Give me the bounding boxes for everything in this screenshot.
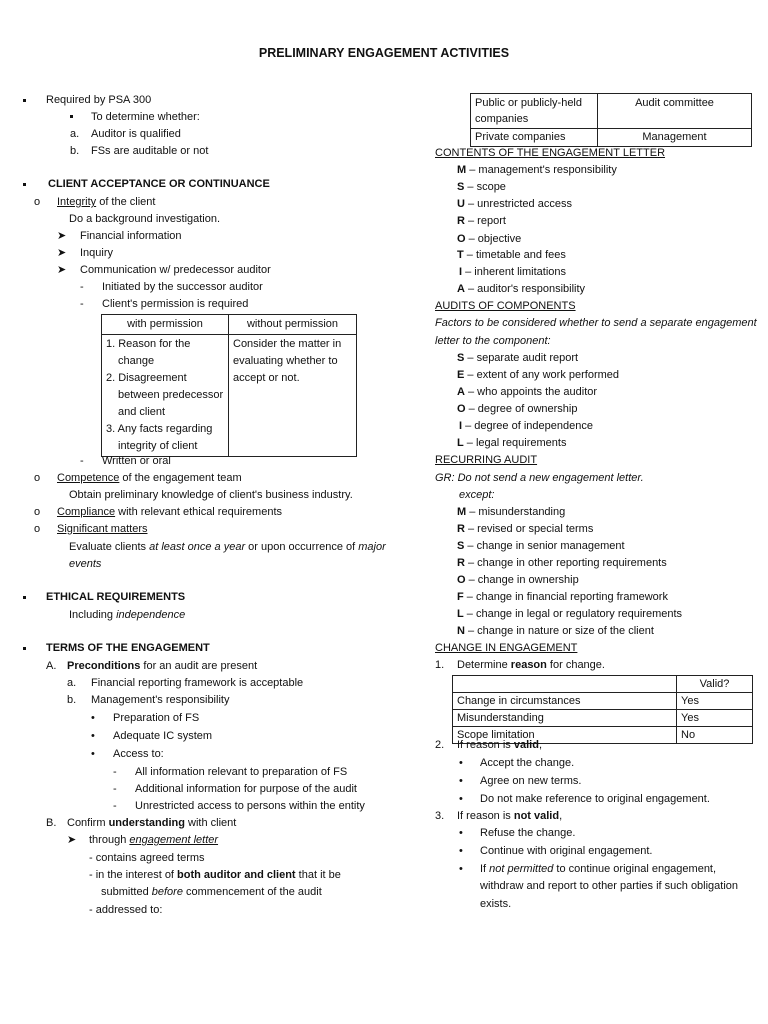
mnemonic-line: O – objective xyxy=(457,233,522,245)
cell-line: 3. Any facts regarding xyxy=(106,423,213,435)
dash-icon: - xyxy=(80,298,84,310)
cell-line: Consider the matter in xyxy=(233,338,342,350)
not-valid-reason-line: If reason is not valid, xyxy=(457,810,563,822)
significant-matters-line: Significant matters xyxy=(57,523,148,535)
access-line: Access to: xyxy=(113,748,164,760)
all-info-line: All information relevant to preparation of FS xyxy=(135,766,348,778)
initiated-line: Initiated by the successor auditor xyxy=(102,281,263,293)
valid-item: Do not make reference to original engagement. xyxy=(480,793,710,805)
table-cell: Misunderstanding xyxy=(453,710,677,727)
preconditions-line: Preconditions for an audit are present xyxy=(67,660,258,672)
dash-icon: - xyxy=(113,800,117,812)
not-valid-item: Continue with original engagement. xyxy=(480,845,653,857)
dash-icon: - xyxy=(113,783,117,795)
mnemonic-line: U – unrestricted access xyxy=(457,198,572,210)
prep-fs-line: Preparation of FS xyxy=(113,712,200,724)
cell-line: change xyxy=(118,355,155,367)
ethical-heading: ETHICAL REQUIREMENTS xyxy=(46,591,186,603)
mnemonic-line: O – degree of ownership xyxy=(457,403,578,415)
cell-line: between predecessor xyxy=(118,389,224,401)
competence-line: Competence of the engagement team xyxy=(57,472,242,484)
bullet-icon: • xyxy=(91,712,95,724)
determine-reason-line: Determine reason for change. xyxy=(457,659,605,671)
events-line: events xyxy=(69,558,102,570)
mnemonic-line: F – change in financial reporting framework xyxy=(457,591,668,603)
interest-line: - in the interest of both auditor and client that it be xyxy=(89,869,341,881)
bullet-icon: • xyxy=(91,748,95,760)
mnemonic-line: R – change in other reporting requirements xyxy=(457,557,667,569)
mnemonic-line: S – scope xyxy=(457,181,506,193)
mnemonic-line: S – separate audit report xyxy=(457,352,579,364)
qualified-line: Auditor is qualified xyxy=(91,128,181,140)
recurring-heading: RECURRING AUDIT xyxy=(435,454,538,466)
bullet-icon: • xyxy=(459,863,463,875)
financial-info-line: Financial information xyxy=(80,230,182,242)
mnemonic-line: I – degree of independence xyxy=(459,420,593,432)
table-header-cell: without permission xyxy=(229,315,357,335)
contents-heading: CONTENTS OF THE ENGAGEMENT LETTER xyxy=(435,147,666,159)
mnemonic-line: R – revised or special terms xyxy=(457,523,594,535)
table-cell: Private companies xyxy=(471,129,598,147)
valid-table xyxy=(452,675,753,744)
dash-icon: - xyxy=(80,281,84,293)
dash-icon: - xyxy=(80,455,84,467)
change-heading: CHANGE IN ENGAGEMENT xyxy=(435,642,578,654)
confirm-line: Confirm understanding with client xyxy=(67,817,237,829)
dash-icon: - xyxy=(113,766,117,778)
communication-line: Communication w/ predecessor auditor xyxy=(80,264,271,276)
circle-bullet-icon: o xyxy=(34,472,41,484)
cell-line: 1. Reason for the xyxy=(106,338,191,350)
valid-reason-line: If reason is valid, xyxy=(457,739,542,751)
adequate-ic-line: Adequate IC system xyxy=(113,730,213,742)
list-label: a. xyxy=(67,677,77,689)
terms-heading: TERMS OF THE ENGAGEMENT xyxy=(46,642,210,654)
square-bullet-icon xyxy=(70,115,73,118)
not-valid-item: withdraw and report to other parties if such obligation xyxy=(480,880,739,892)
determine-line: To determine whether: xyxy=(91,111,200,123)
table-cell: Change in circumstances xyxy=(453,693,677,710)
bullet-icon: • xyxy=(459,845,463,857)
bullet-icon: • xyxy=(459,757,463,769)
with-permission-cell xyxy=(102,335,229,457)
bullet-icon: • xyxy=(459,775,463,787)
table-cell: Yes xyxy=(677,710,753,727)
except-line: except: xyxy=(459,489,495,501)
arrow-icon: ➤ xyxy=(57,264,67,276)
unrestricted-line: Unrestricted access to persons within the entity xyxy=(135,800,365,812)
background-line: Do a background investigation. xyxy=(69,213,221,225)
not-valid-item: Refuse the change. xyxy=(480,827,576,839)
mnemonic-line: T – timetable and fees xyxy=(457,249,566,261)
without-permission-cell xyxy=(229,335,357,457)
cell-line: accept or not. xyxy=(233,372,300,384)
mnemonic-line: I – inherent limitations xyxy=(459,266,567,278)
list-label: 1. xyxy=(435,659,445,671)
permission-line: Client's permission is required xyxy=(102,298,249,310)
list-label: b. xyxy=(70,145,80,157)
cell-line: 2. Disagreement xyxy=(106,372,187,384)
table-cell: Scope limitation xyxy=(453,727,677,744)
through-line: through engagement letter xyxy=(89,834,219,846)
evaluate-line: Evaluate clients at least once a year or upon occurrence of major xyxy=(69,541,386,553)
client-acceptance-heading: CLIENT ACCEPTANCE OR CONTINUANCE xyxy=(48,178,270,190)
mnemonic-line: R – report xyxy=(457,215,506,227)
permission-table xyxy=(101,314,357,457)
submitted-line: submitted before commencement of the audit xyxy=(101,886,322,898)
square-bullet-icon xyxy=(23,647,26,650)
additional-info-line: Additional information for purpose of the audit xyxy=(135,783,357,795)
bullet-icon: • xyxy=(91,730,95,742)
not-valid-item: exists. xyxy=(480,898,512,910)
square-bullet-icon xyxy=(23,183,26,186)
gr-line: GR: Do not send a new engagement letter. xyxy=(435,472,644,484)
table-cell: Management xyxy=(598,129,752,147)
integrity-line: Integrity of the client xyxy=(57,196,156,208)
mnemonic-line: M – misunderstanding xyxy=(457,506,566,518)
table-cell xyxy=(453,676,677,693)
cell-line: and client xyxy=(118,406,166,418)
circle-bullet-icon: o xyxy=(34,506,41,518)
list-label: a. xyxy=(70,128,80,140)
psa-line: Required by PSA 300 xyxy=(46,94,152,106)
framework-line: Financial reporting framework is acceptable xyxy=(91,677,304,689)
compliance-line: Compliance with relevant ethical requirements xyxy=(57,506,283,518)
mnemonic-line: O – change in ownership xyxy=(457,574,579,586)
addressee-table xyxy=(470,93,752,147)
mnemonic-line: S – change in senior management xyxy=(457,540,625,552)
valid-item: Accept the change. xyxy=(480,757,575,769)
written-line: Written or oral xyxy=(102,455,171,467)
page-title: PRELIMINARY ENGAGEMENT ACTIVITIES xyxy=(258,46,510,60)
mnemonic-line: A – who appoints the auditor xyxy=(457,386,598,398)
components-heading: AUDITS OF COMPONENTS xyxy=(435,300,576,312)
list-label: A. xyxy=(46,660,57,672)
bullet-icon: • xyxy=(459,793,463,805)
arrow-icon: ➤ xyxy=(57,230,67,242)
mnemonic-line: N – change in nature or size of the client xyxy=(457,625,654,637)
table-cell: Yes xyxy=(677,693,753,710)
inquiry-line: Inquiry xyxy=(80,247,114,259)
cell-line: evaluating whether to xyxy=(233,355,338,367)
not-valid-item: If not permitted to continue original engagement, xyxy=(480,863,717,875)
factors-line: letter to the component: xyxy=(435,335,551,347)
table-header-cell: with permission xyxy=(102,315,229,335)
square-bullet-icon xyxy=(23,99,26,102)
circle-bullet-icon: o xyxy=(34,523,41,535)
list-label: 2. xyxy=(435,739,445,751)
mnemonic-line: L – legal requirements xyxy=(457,437,567,449)
list-label: B. xyxy=(46,817,57,829)
table-header-cell: Valid? xyxy=(677,676,753,693)
arrow-icon: ➤ xyxy=(67,834,77,846)
factors-line: Factors to be considered whether to send a separate engagement xyxy=(435,317,757,329)
cell-line: integrity of client xyxy=(118,440,198,452)
list-label: 3. xyxy=(435,810,445,822)
addressed-line: - addressed to: xyxy=(89,904,163,916)
mnemonic-line: L – change in legal or regulatory requirements xyxy=(457,608,683,620)
obtain-line: Obtain preliminary knowledge of client's business industry. xyxy=(69,489,353,501)
table-cell: No xyxy=(677,727,753,744)
auditable-line: FSs are auditable or not xyxy=(91,145,209,157)
mnemonic-line: A – auditor's responsibility xyxy=(457,283,586,295)
valid-item: Agree on new terms. xyxy=(480,775,582,787)
contains-line: - contains agreed terms xyxy=(89,852,205,864)
mnemonic-line: E – extent of any work performed xyxy=(457,369,620,381)
circle-bullet-icon: o xyxy=(34,196,41,208)
arrow-icon: ➤ xyxy=(57,247,67,259)
square-bullet-icon xyxy=(23,596,26,599)
including-line: Including independence xyxy=(69,609,186,621)
mnemonic-line: M – management's responsibility xyxy=(457,164,617,176)
list-label: b. xyxy=(67,694,77,706)
bullet-icon: • xyxy=(459,827,463,839)
management-responsibility-line: Management's responsibility xyxy=(91,694,230,706)
table-cell: Audit committee xyxy=(598,94,752,129)
table-cell: Public or publicly-held companies xyxy=(471,94,598,129)
